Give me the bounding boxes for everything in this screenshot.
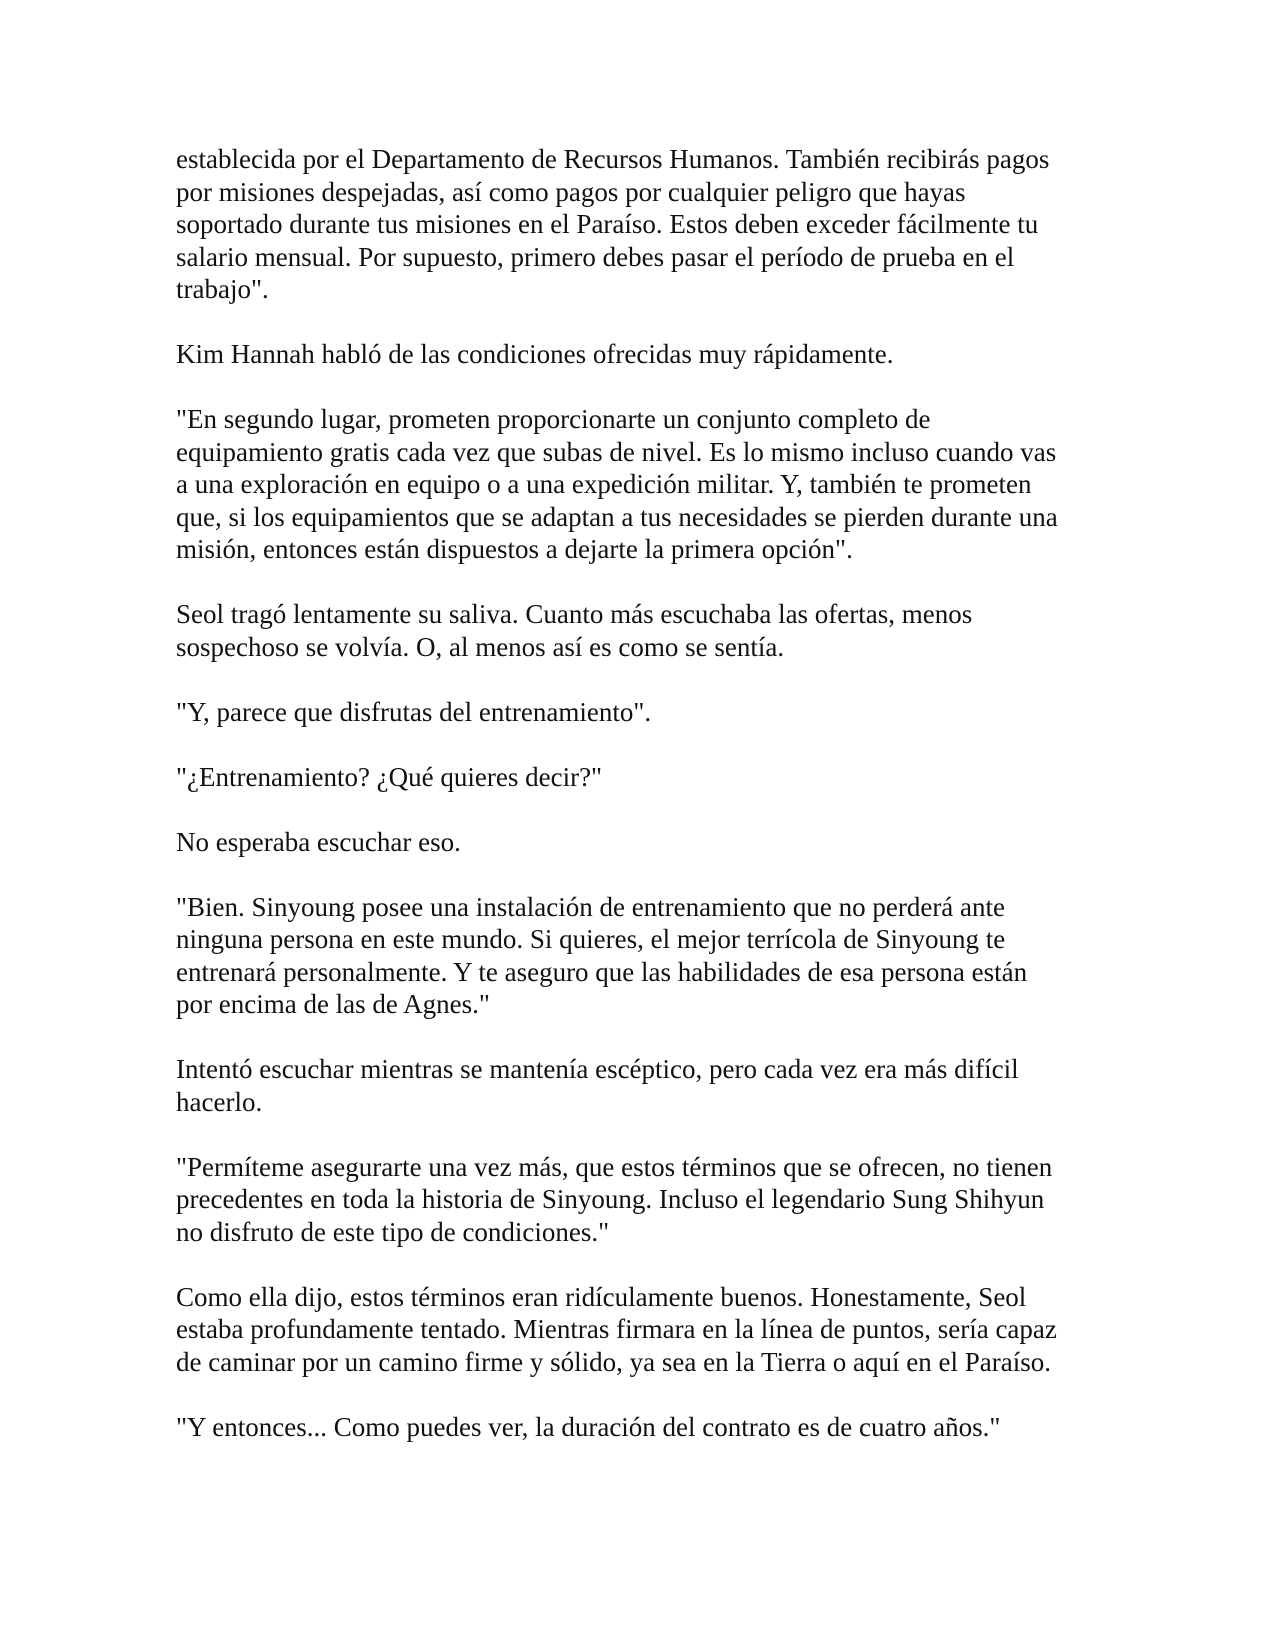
paragraph-10 bbox=[176, 1151, 1106, 1249]
text-line: entrenará personalmente. Y te aseguro que las habilidades de esa persona están bbox=[176, 956, 1028, 987]
text-line: no disfruto de este tipo de condiciones." bbox=[176, 1216, 610, 1247]
text-line: salario mensual. Por supuesto, primero debes pasar el período de prueba en el bbox=[176, 241, 1015, 272]
text-line: que, si los equipamientos que se adaptan a tus necesidades se pierden durante una bbox=[176, 501, 1058, 532]
paragraph-2 bbox=[176, 338, 1106, 371]
text-line: Como ella dijo, estos términos eran ridículamente buenos. Honestamente, Seol bbox=[176, 1281, 1027, 1312]
text-line: precedentes en toda la historia de Sinyoung. Incluso el legendario Sung Shihyun bbox=[176, 1184, 1045, 1214]
paragraph-5 bbox=[176, 696, 1106, 729]
text-line: Kim Hannah habló de las condiciones ofrecidas muy rápidamente. bbox=[176, 339, 894, 369]
text-line: "En segundo lugar, prometen proporcionarte un conjunto completo de bbox=[176, 404, 931, 434]
text-line: equipamiento gratis cada vez que subas de nivel. Es lo mismo incluso cuando vas bbox=[176, 436, 1057, 467]
text-line: "¿Entrenamiento? ¿Qué quieres decir?" bbox=[176, 761, 603, 792]
text-line: Seol tragó lentamente su saliva. Cuanto más escuchaba las ofertas, menos bbox=[176, 599, 973, 629]
text-line: por misiones despejadas, así como pagos por cualquier peligro que hayas bbox=[176, 176, 966, 207]
text-line: "Y entonces... Como puedes ver, la duración del contrato es de cuatro años." bbox=[176, 1411, 1001, 1442]
paragraph-11 bbox=[176, 1281, 1106, 1379]
text-line: "Bien. Sinyoung posee una instalación de entrenamiento que no perderá ante bbox=[176, 891, 1006, 922]
paragraph-8 bbox=[176, 891, 1106, 1021]
paragraph-7 bbox=[176, 826, 1106, 859]
text-line: No esperaba escuchar eso. bbox=[176, 826, 461, 857]
text-line: "Permíteme asegurarte una vez más, que estos términos que se ofrecen, no tienen bbox=[176, 1151, 1053, 1182]
text-line: misión, entonces están dispuestos a dejarte la primera opción". bbox=[176, 534, 853, 564]
paragraph-4 bbox=[176, 598, 1106, 663]
paragraph-1 bbox=[176, 143, 1106, 306]
paragraph-9 bbox=[176, 1053, 1106, 1118]
text-line: hacerlo. bbox=[176, 1086, 263, 1117]
document-page bbox=[176, 143, 1106, 1476]
text-line: ninguna persona en este mundo. Si quieres, el mejor terrícola de Sinyoung te bbox=[176, 924, 1006, 954]
text-line: "Y, parece que disfrutas del entrenamiento". bbox=[176, 696, 652, 727]
text-line: de caminar por un camino firme y sólido, ya sea en la Tierra o aquí en el Paraíso. bbox=[176, 1346, 1051, 1377]
text-line: Intentó escuchar mientras se mantenía escéptico, pero cada vez era más difícil bbox=[176, 1054, 1019, 1084]
text-line: trabajo". bbox=[176, 274, 269, 304]
text-line: estaba profundamente tentado. Mientras firmara en la línea de puntos, sería capaz bbox=[176, 1314, 1057, 1344]
paragraph-3 bbox=[176, 403, 1106, 566]
text-line: a una exploración en equipo o a una expedición militar. Y, también te prometen bbox=[176, 469, 1032, 499]
text-line: establecida por el Departamento de Recursos Humanos. También recibirás pagos bbox=[176, 144, 1050, 174]
paragraph-12 bbox=[176, 1411, 1106, 1444]
paragraph-6 bbox=[176, 761, 1106, 794]
text-line: por encima de las de Agnes." bbox=[176, 989, 490, 1019]
text-line: sospechoso se volvía. O, al menos así es como se sentía. bbox=[176, 631, 785, 662]
text-line: soportado durante tus misiones en el Paraíso. Estos deben exceder fácilmente tu bbox=[176, 209, 1039, 239]
